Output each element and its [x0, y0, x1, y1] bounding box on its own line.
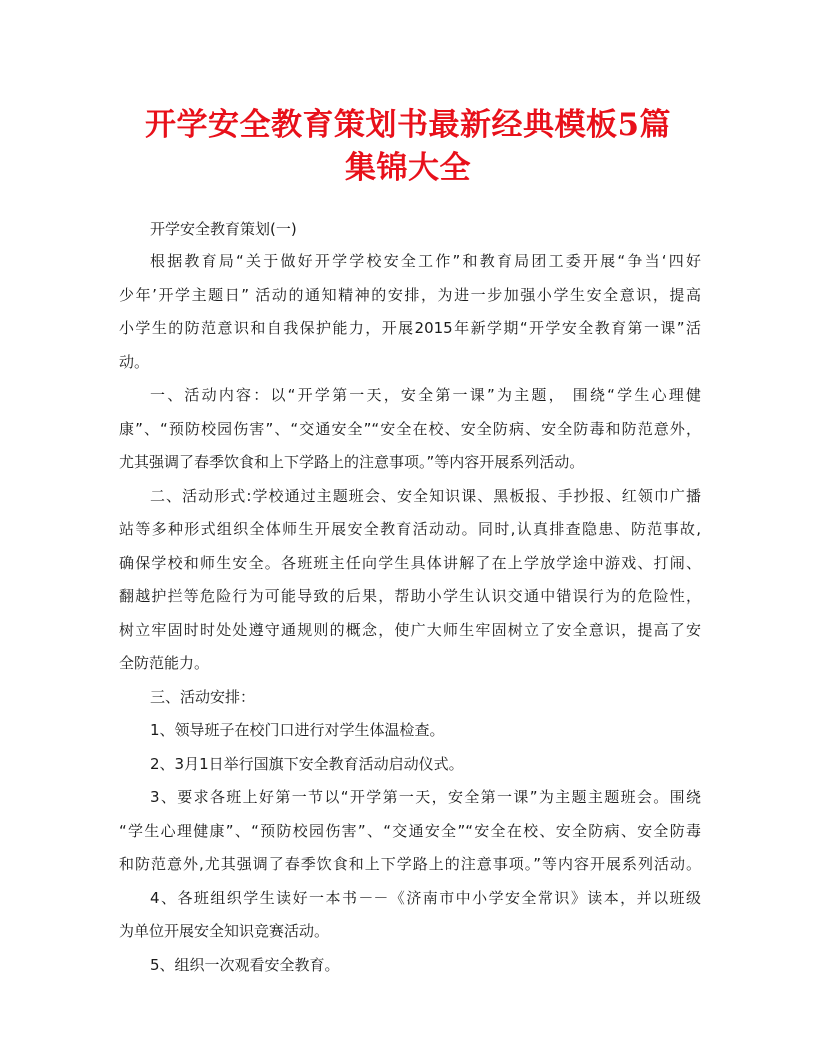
paragraph-line: 全防范能力。: [119, 654, 210, 672]
list-item: 3、要求各班上好第一节以“开学第一天，安全第一课”为主题主题班会。围绕: [150, 788, 701, 806]
paragraph-line: 动。: [119, 353, 150, 371]
paragraph-line: 少年’开学主题日” 活动的通知精神的安排，为进一步加强小学生安全意识，提高: [119, 286, 701, 304]
paragraph-line: 一、活动内容：以“开学第一天，安全第一课”为主题， 围绕“学生心理健: [150, 386, 701, 404]
document-title-line-1: 开学安全教育策划书最新经典模板5篇: [144, 107, 672, 143]
paragraph-line: 根据教育局“关于做好开学学校安全工作”和教育局团工委开展“争当‘四好: [150, 252, 701, 270]
paragraph-line: 小学生的防范意识和自我保护能力，开展2015年新学期“开学安全教育第一课”活: [119, 319, 701, 337]
document-title-line-2: 集锦大全: [345, 150, 471, 186]
paragraph-line: 康”、“预防校园伤害”、“交通安全”“安全在校、安全防病、安全防毒和防范意外，: [119, 420, 701, 438]
paragraph-line: 尤其强调了春季饮食和上下学路上的注意事项。”等内容开展系列活动。: [119, 453, 585, 471]
paragraph-line: 二、活动形式:学校通过主题班会、安全知识课、黑板报、手抄报、红领巾广播: [150, 487, 701, 505]
list-item: 1、领导班子在校门口进行对学生体温检查。: [150, 721, 445, 739]
paragraph-line: 确保学校和师生安全。各班班主任向学生具体讲解了在上学放学途中游戏、打闹、: [119, 554, 701, 572]
list-item: 2、3月1日举行国旗下安全教育活动启动仪式。: [150, 755, 464, 773]
list-item: 5、组织一次观看安全教育。: [150, 956, 340, 974]
paragraph-line: 站等多种形式组织全体师生开展安全教育活动动。同时,认真排查隐患、防范事故,: [119, 520, 701, 538]
paragraph-line: 为单位开展安全知识竞赛活动。: [119, 922, 330, 940]
paragraph-line: 三、活动安排：: [150, 688, 256, 706]
list-item: 4、各班组织学生读好一本书－－《济南市中小学安全常识》读本，并以班级: [150, 889, 701, 907]
paragraph-line: 翻越护拦等危险行为可能导致的后果，帮助小学生认识交通中错误行为的危险性，: [119, 587, 701, 605]
section-heading: 开学安全教育策划(一): [150, 220, 297, 238]
paragraph-line: “学生心理健康”、“预防校园伤害”、“交通安全”“安全在校、安全防病、安全防毒: [119, 822, 701, 840]
paragraph-line: 和防范意外,尤其强调了春季饮食和上下学路上的注意事项。”等内容开展系列活动。: [119, 855, 701, 873]
paragraph-line: 树立牢固时时处处遵守通规则的概念，使广大师生牢固树立了安全意识，提高了安: [119, 621, 701, 639]
